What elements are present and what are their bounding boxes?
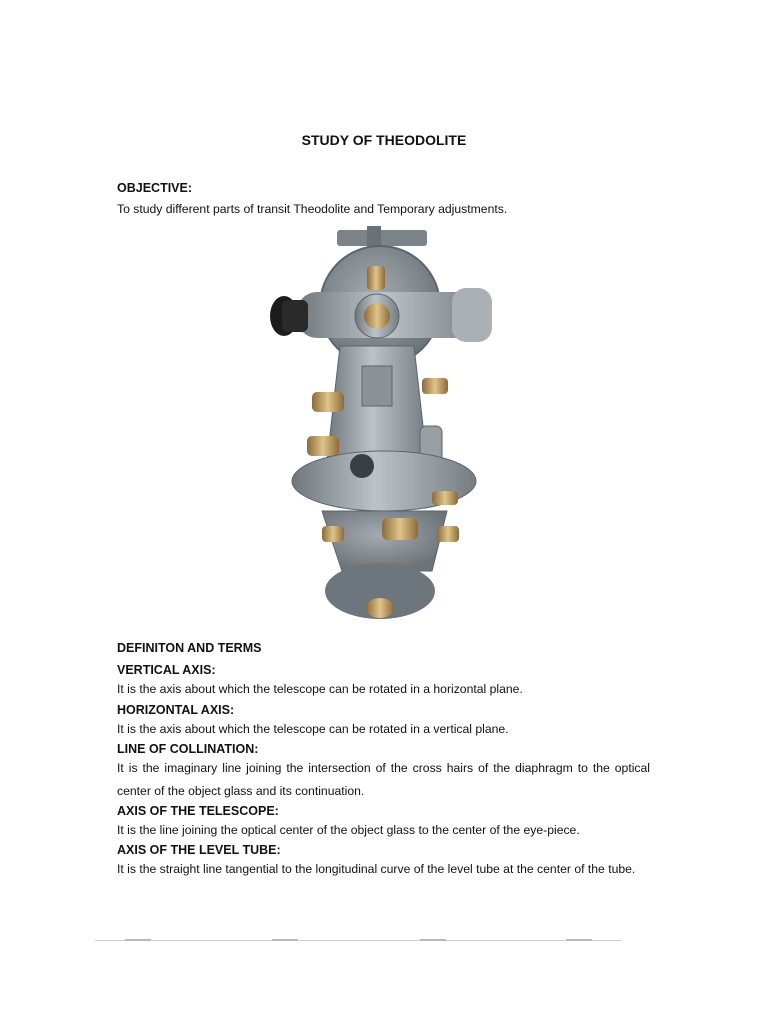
term-heading-axis-of-telescope: AXIS OF THE TELESCOPE:	[117, 804, 279, 818]
definitions-section	[117, 640, 650, 881]
term-text-axis-of-telescope: It is the line joining the optical center of the object glass to the center of the eye-piece.	[117, 823, 580, 837]
term-text-line-of-collination: It is the imaginary line joining the intersection of the cross hairs of the diaphragm to the optical center of the object glass and its continuation.	[117, 761, 650, 798]
objective-text: To study different parts of transit Theodolite and Temporary adjustments.	[117, 202, 508, 216]
page-title: STUDY OF THEODOLITE	[301, 132, 467, 148]
objective-section	[117, 181, 650, 221]
divider-mark	[420, 939, 446, 941]
page-divider	[95, 940, 622, 941]
term-heading-axis-of-level-tube: AXIS OF THE LEVEL TUBE:	[117, 843, 281, 857]
divider-mark	[566, 939, 592, 941]
term-heading-horizontal-axis: HORIZONTAL AXIS:	[117, 703, 235, 717]
term-text-vertical-axis: It is the axis about which the telescope can be rotated in a horizontal plane.	[117, 682, 523, 696]
term-text-axis-of-level-tube: It is the straight line tangential to the longitudinal curve of the level tube at the center of the tube.	[117, 862, 636, 876]
term-text-horizontal-axis: It is the axis about which the telescope can be rotated in a vertical plane.	[117, 722, 509, 736]
objective-heading: OBJECTIVE:	[117, 181, 193, 195]
definitions-heading: DEFINITON AND TERMS	[117, 641, 262, 655]
term-heading-line-of-collination: LINE OF COLLINATION:	[117, 742, 259, 756]
term-heading-vertical-axis: VERTICAL AXIS:	[117, 663, 216, 677]
divider-mark	[272, 939, 298, 941]
theodolite-image	[262, 226, 502, 626]
divider-mark	[125, 939, 151, 941]
